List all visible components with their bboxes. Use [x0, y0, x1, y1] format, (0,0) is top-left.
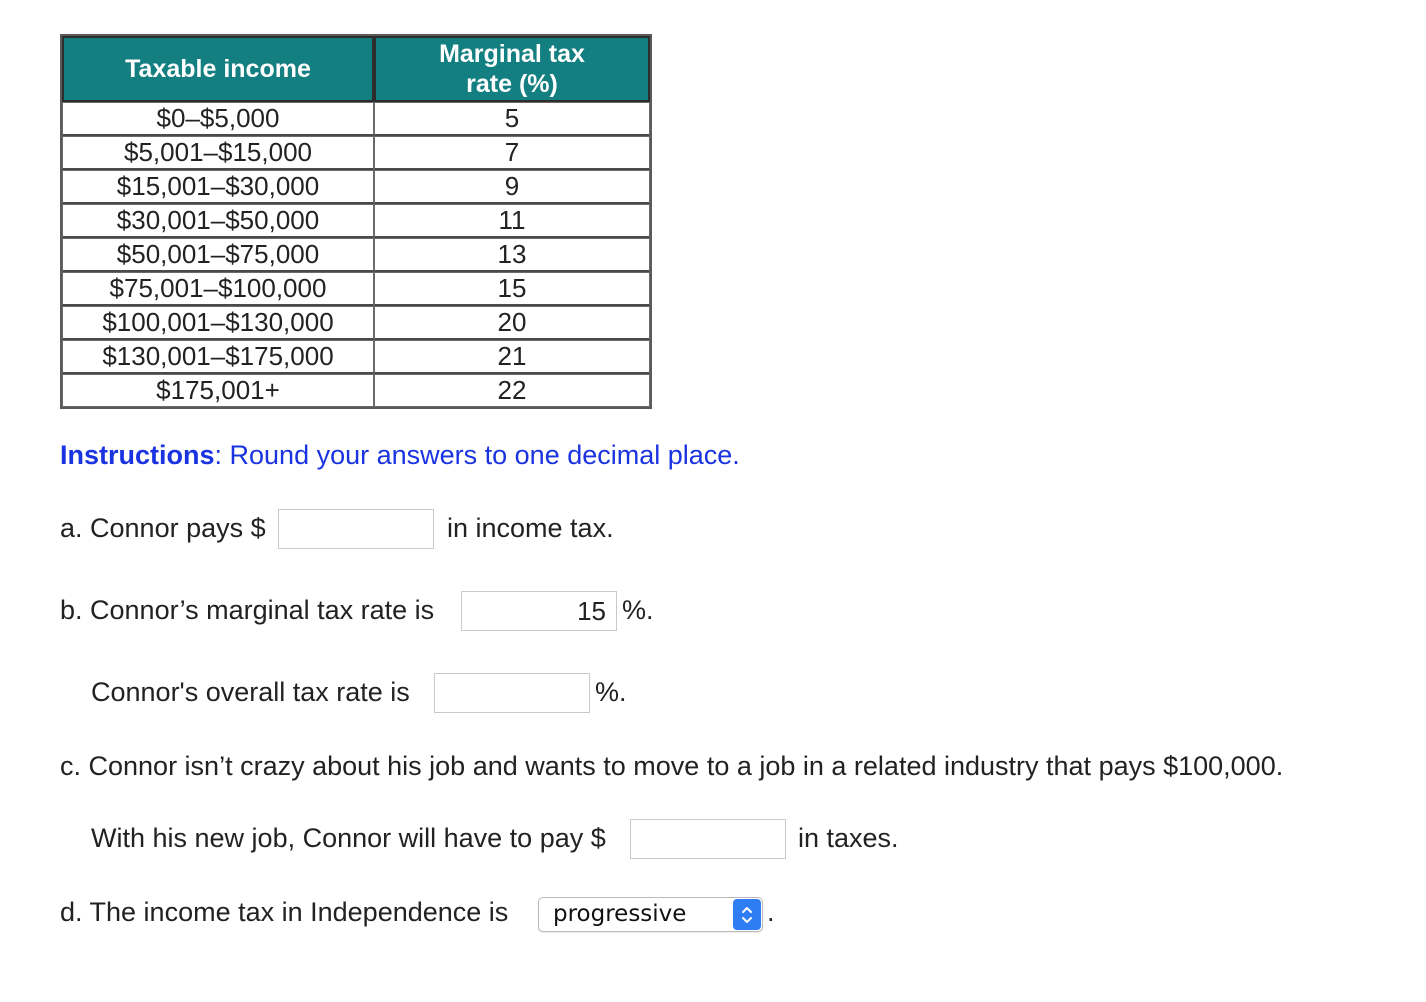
question-b-marginal-suffix: %. [622, 595, 654, 625]
table-header-row [62, 36, 650, 102]
question-a-suffix: in income tax. [447, 513, 614, 543]
tax-rate-cell: 11 [374, 204, 650, 238]
tax-rate-cell: 20 [374, 306, 650, 340]
question-c-text: c. Connor isn’t crazy about his job and wants to move to a job in a related industry that pays $100,000. [60, 751, 1284, 781]
table-row [62, 374, 650, 407]
table-row [62, 102, 650, 136]
tax-type-select[interactable] [538, 897, 763, 932]
tax-rate-cell: 5 [374, 102, 650, 136]
tax-rate-cell: 15 [374, 272, 650, 306]
income-bracket-cell: $75,001–$100,000 [62, 272, 374, 306]
question-d-prefix: d. The income tax in Independence is [60, 897, 509, 927]
question-c-prefix: With his new job, Connor will have to pay $ [91, 823, 606, 853]
question-b-marginal-prefix: b. Connor’s marginal tax rate is [60, 595, 435, 625]
income-bracket-cell: $175,001+ [62, 374, 374, 407]
income-bracket-cell: $130,001–$175,000 [62, 340, 374, 374]
income-bracket-cell: $15,001–$30,000 [62, 170, 374, 204]
tax-type-selected-value: progressive [553, 901, 687, 927]
tax-rate-cell: 7 [374, 136, 650, 170]
question-c-suffix: in taxes. [798, 823, 899, 853]
income-bracket-cell: $30,001–$50,000 [62, 204, 374, 238]
question-a-prefix: a. Connor pays $ [60, 513, 266, 543]
question-b-overall-suffix: %. [595, 677, 627, 707]
marginal-tax-rate-input[interactable] [461, 591, 617, 631]
tax-rate-cell: 22 [374, 374, 650, 407]
income-bracket-cell: $5,001–$15,000 [62, 136, 374, 170]
overall-tax-rate-input[interactable] [434, 673, 590, 713]
new-job-taxes-input[interactable] [630, 819, 786, 859]
table-row [62, 204, 650, 238]
table-row [62, 306, 650, 340]
question-b-overall-prefix: Connor's overall tax rate is [91, 677, 410, 707]
table-row [62, 170, 650, 204]
instructions [60, 438, 740, 472]
table-row [62, 136, 650, 170]
income-tax-input[interactable] [278, 509, 434, 549]
column-header-marginal-tax-rate: Marginal tax rate (%) [374, 36, 650, 102]
up-down-chevron-icon [740, 904, 754, 926]
tax-rate-cell: 21 [374, 340, 650, 374]
tax-rate-cell: 9 [374, 170, 650, 204]
income-bracket-cell: $0–$5,000 [62, 102, 374, 136]
question-d-suffix: . [767, 897, 775, 927]
tax-rate-cell: 13 [374, 238, 650, 272]
income-bracket-cell: $50,001–$75,000 [62, 238, 374, 272]
table-row [62, 340, 650, 374]
tax-rate-table [60, 34, 652, 409]
table-row [62, 272, 650, 306]
table-row [62, 238, 650, 272]
select-arrows-icon [733, 899, 761, 930]
instructions-label: Instructions [60, 440, 215, 470]
column-header-taxable-income: Taxable income [62, 36, 374, 102]
income-bracket-cell: $100,001–$130,000 [62, 306, 374, 340]
instructions-text: : Round your answers to one decimal place. [214, 440, 740, 470]
